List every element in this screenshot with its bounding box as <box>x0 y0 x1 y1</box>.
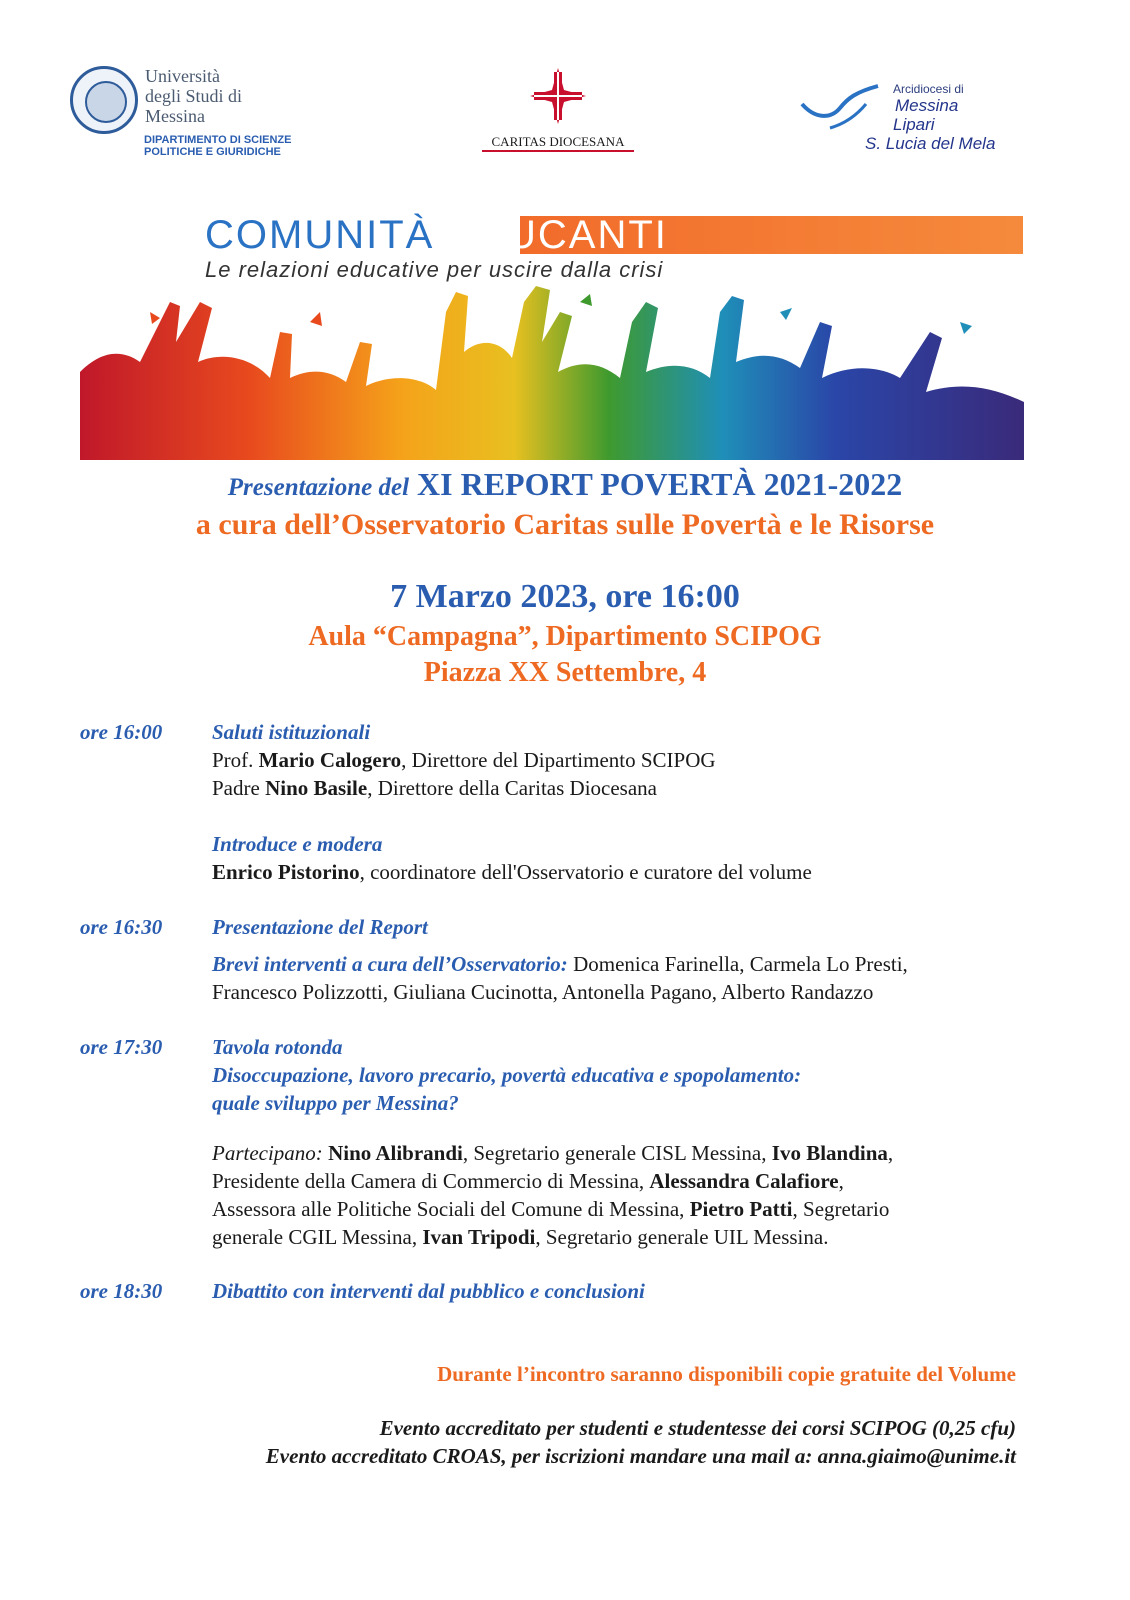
agenda-section-title: Tavola rotonda <box>212 1035 343 1059</box>
agenda-time: ore 18:30 <box>80 1279 163 1303</box>
participants-line: generale CGIL Messina, Ivan Tripodi, Segretario generale UIL Messina. <box>212 1225 829 1249</box>
agenda-time: ore 16:00 <box>80 720 163 744</box>
agenda-section-title: Dibattito con interventi dal pubblico e conclusioni <box>212 1279 645 1303</box>
credit-note: Evento accreditato CROAS, per iscrizioni mandare una mail a: anna.giaimo@unime.it <box>265 1444 1016 1468</box>
banner-title: COMUNITÀ EDUCANTI <box>205 213 668 257</box>
speaker-line: Enrico Pistorino, coordinatore dell'Osservatorio e curatore del volume <box>212 860 812 884</box>
archdiocese-swoosh-icon <box>800 78 880 132</box>
event-venue: Aula “Campagna”, Dipartimento SCIPOG <box>308 621 822 652</box>
unime-seal-icon <box>70 66 138 134</box>
round-table-topic: Disoccupazione, lavoro precario, povertà educativa e spopolamento: <box>212 1063 802 1087</box>
banner-subtitle: Le relazioni educative per uscire dalla crisi <box>205 257 664 282</box>
copies-note: Durante l’incontro saranno disponibili copie gratuite del Volume <box>437 1362 1016 1386</box>
participants-line: Presidente della Camera di Commercio di Messina, Alessandra Calafiore, <box>212 1169 844 1193</box>
participants-line: Assessora alle Politiche Sociali del Comune di Messina, Pietro Patti, Segretario <box>212 1197 890 1221</box>
speaker-line: Francesco Polizzotti, Giuliana Cucinotta, Antonella Pagano, Alberto Randazzo <box>212 980 874 1004</box>
event-date: 7 Marzo 2023, ore 16:00 <box>390 578 740 615</box>
credit-note: Evento accreditato per studenti e studentesse dei corsi SCIPOG (0,25 cfu) <box>379 1416 1016 1440</box>
speaker-line: Padre Nino Basile, Direttore della Caritas Diocesana <box>212 776 657 800</box>
caritas-underline <box>482 150 634 152</box>
agenda-section-title: Saluti istituzionali <box>212 720 371 744</box>
event-address: Piazza XX Settembre, 4 <box>423 657 707 688</box>
agenda-time: ore 16:30 <box>80 915 163 939</box>
unime-name: Università degli Studi di Messina <box>145 66 243 126</box>
agenda-time: ore 17:30 <box>80 1035 163 1059</box>
report-curator: a cura dell’Osservatorio Caritas sulle Povertà e le Risorse <box>195 508 935 541</box>
agenda-section-title: Introduce e modera <box>212 832 383 856</box>
participants-line: Partecipano: Nino Alibrandi, Segretario generale CISL Messina, Ivo Blandina, <box>212 1141 894 1165</box>
unime-department: DIPARTIMENTO DI SCIENZE POLITICHE E GIURIDICHE <box>144 134 292 158</box>
report-heading: Presentazione del XI REPORT POVERTÀ 2021-2022 <box>227 466 903 502</box>
caritas-name: CARITAS DIOCESANA <box>491 134 625 149</box>
archdiocese-label: Arcidiocesi di Messina Lipari S. Lucia del Mela <box>865 82 996 153</box>
round-table-topic: quale sviluppo per Messina? <box>212 1091 459 1115</box>
caritas-cross-icon <box>530 68 586 124</box>
speaker-line: Brevi interventi a cura dell’Osservatorio: Domenica Farinella, Carmela Lo Presti, <box>212 952 908 976</box>
speaker-line: Prof. Mario Calogero, Direttore del Dipartimento SCIPOG <box>212 748 716 772</box>
raised-hands-crowd-image <box>80 282 1024 460</box>
agenda-section-title: Presentazione del Report <box>212 915 428 939</box>
